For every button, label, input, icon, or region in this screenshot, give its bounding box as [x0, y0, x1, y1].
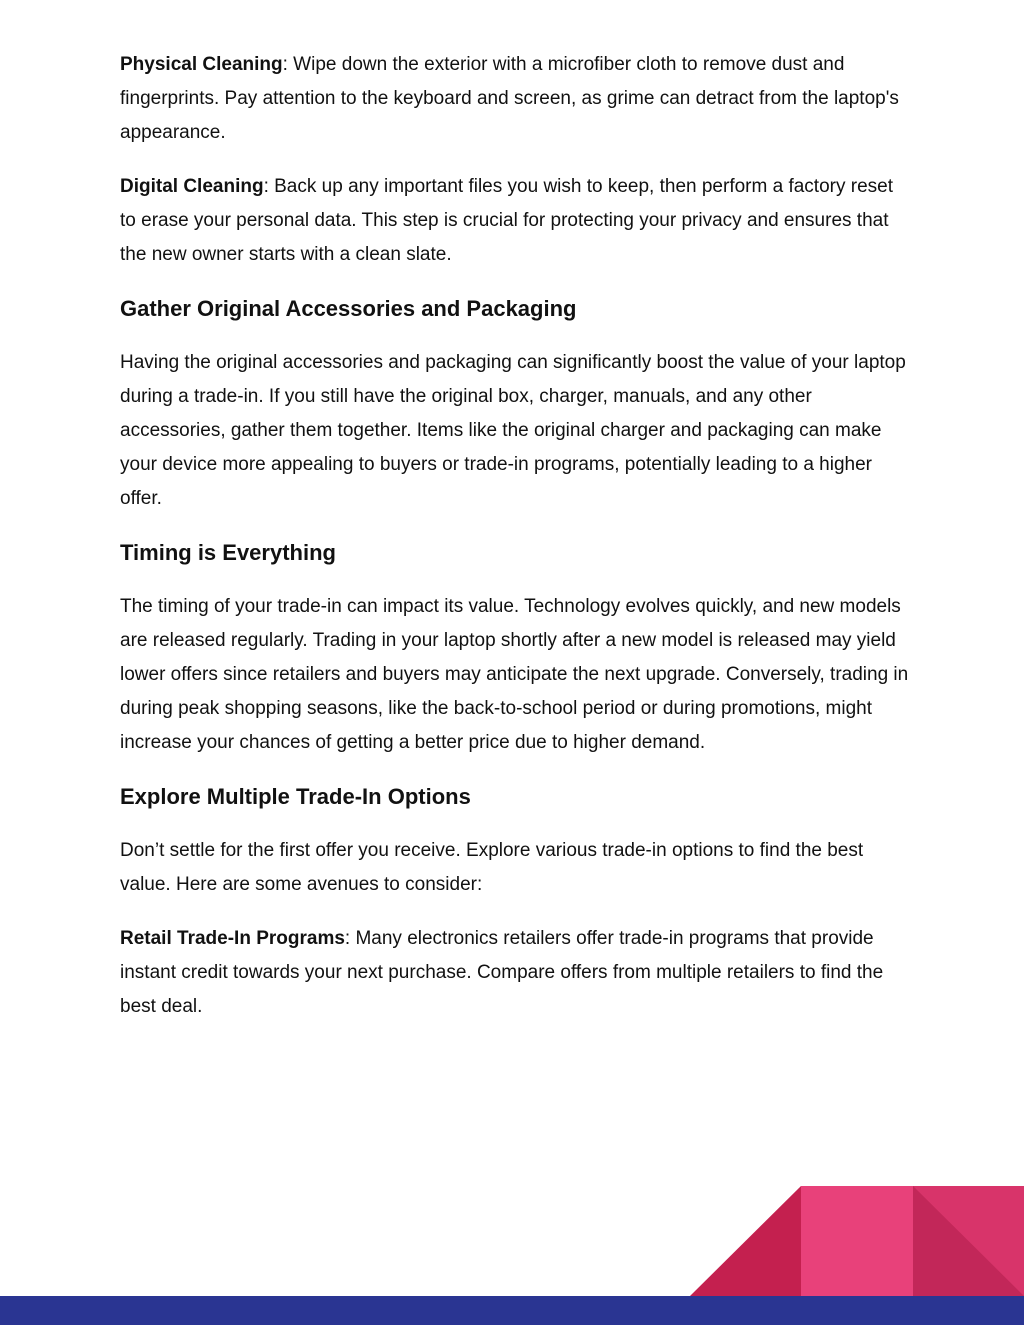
document-content — [120, 48, 910, 1044]
options-paragraph: Don’t settle for the first offer you receive. Explore various trade-in options to find the best value. Here are some avenues to consider: — [120, 840, 864, 895]
decor-triangle-left — [690, 1186, 801, 1296]
decor-block-middle — [801, 1186, 913, 1296]
footer-bar — [0, 1296, 1024, 1325]
retail-programs-text: : Many electronics retailers offer trade-in programs that provide instant credit towards your next purchase. Compare offers from multiple retailers to find the best deal. — [120, 928, 884, 1017]
physical-cleaning-label: Physical Cleaning — [120, 54, 283, 75]
timing-paragraph: The timing of your trade-in can impact its value. Technology evolves quickly, and new models are released regularly. Trading in your laptop shortly after a new model is released may yield lower offers since retailers and buyers may anticipate the next upgrade. Conversely, trading in during peak shopping seasons, like the back-to-school period or during promotions, might increase your chances of getting a better price due to higher demand. — [120, 596, 909, 753]
accessories-heading: Gather Original Accessories and Packaging — [120, 296, 577, 321]
retail-programs-paragraph — [120, 922, 910, 1024]
digital-cleaning-label: Digital Cleaning — [120, 176, 264, 197]
retail-programs-label: Retail Trade-In Programs — [120, 928, 345, 949]
decor-shadow-right — [913, 1186, 1024, 1296]
digital-cleaning-paragraph — [120, 170, 910, 272]
timing-heading: Timing is Everything — [120, 540, 336, 565]
options-heading: Explore Multiple Trade-In Options — [120, 784, 471, 809]
decor-block-right — [913, 1186, 1024, 1296]
physical-cleaning-paragraph — [120, 48, 910, 150]
accessories-paragraph: Having the original accessories and packaging can significantly boost the value of your laptop during a trade-in. If you still have the original box, charger, manuals, and any other accessories, gather them together. Items like the original charger and packaging can make your device more appealing to buyers or trade-in programs, potentially leading to a higher offer. — [120, 352, 906, 509]
digital-cleaning-text: : Back up any important files you wish to keep, then perform a factory reset to erase your personal data. This step is crucial for protecting your privacy and ensures that the new owner starts with a clean slate. — [120, 176, 893, 265]
physical-cleaning-text: : Wipe down the exterior with a microfiber cloth to remove dust and fingerprints. Pay attention to the keyboard and screen, as grime can detract from the laptop's appearance. — [120, 54, 899, 143]
